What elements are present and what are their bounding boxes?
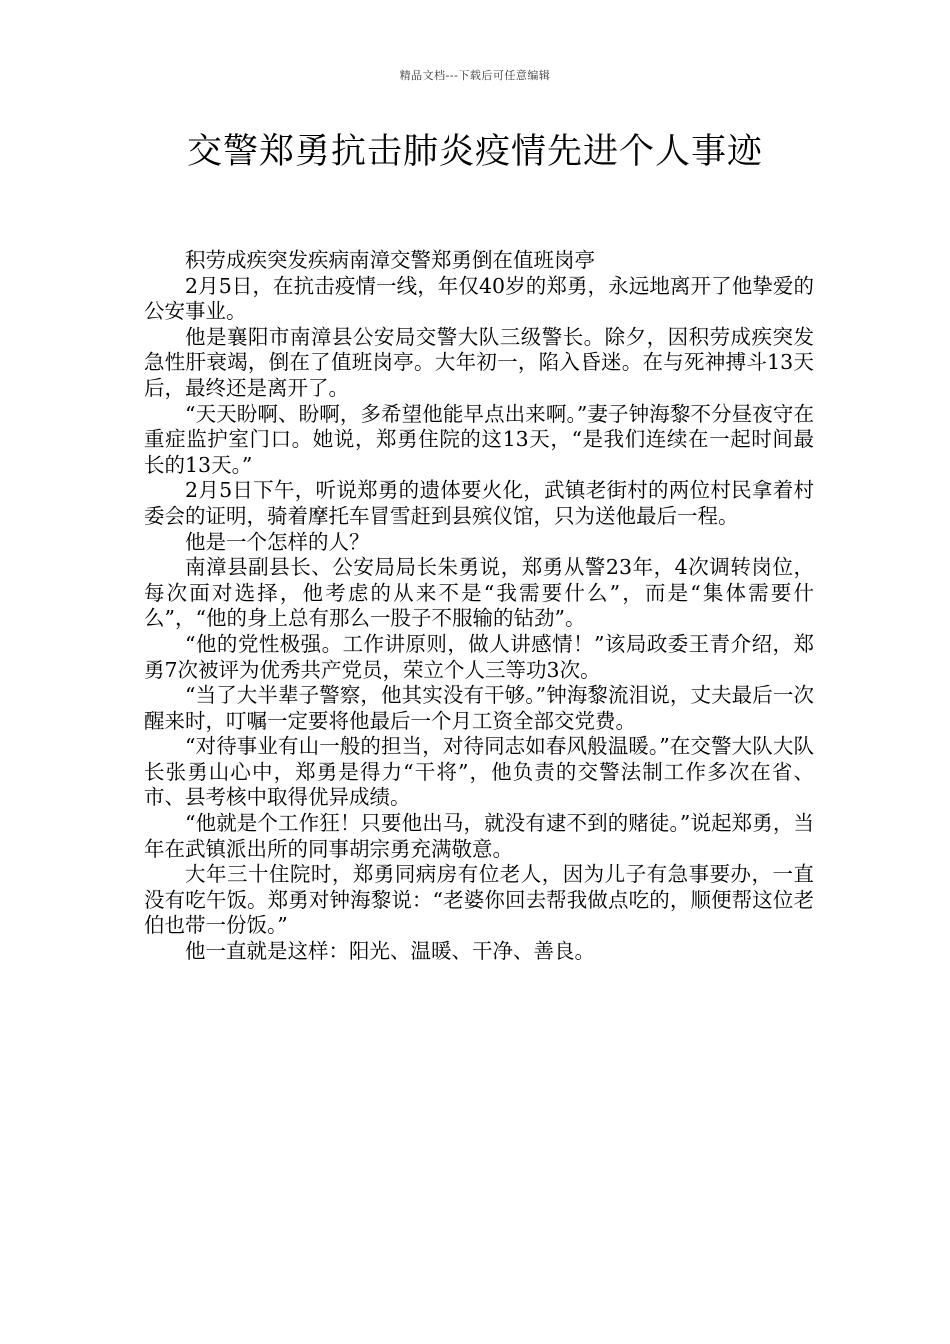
paragraph-6: 他是一个怎样的人？ bbox=[185, 529, 370, 554]
header-note: 精品文档---下载后可任意编辑 bbox=[399, 69, 551, 82]
paragraph-8: “他的党性极强。工作讲原则，做人讲感情！”该局政委王青介绍，郑勇7次被评为优秀共产党员，荣立个人三等功3次。 bbox=[144, 631, 814, 682]
paragraph-10: “对待事业有山一般的担当，对待同志如春风般温暖。”在交警大队大队长张勇山心中，郑勇是得力“干将”，他负责的交警法制工作多次在省、市、县考核中取得优异成绩。 bbox=[144, 734, 814, 810]
paragraph-9: “当了大半辈子警察，他其实没有干够。”钟海黎流泪说，丈夫最后一次醒来时，叮嘱一定要将他最后一个月工资全部交党费。 bbox=[144, 683, 814, 733]
paragraph-13: 他一直就是这样：阳光、温暖、干净、善良。 bbox=[185, 939, 595, 964]
paragraph-4: “天天盼啊、盼啊，多希望他能早点出来啊。”妻子钟海黎不分昼夜守在重症监护室门口。她说，郑勇住院的这13天，“是我们连续在一起时间最长的13天。” bbox=[144, 401, 814, 477]
article-body bbox=[144, 248, 814, 965]
document-title: 交警郑勇抗击肺炎疫情先进个人事迹 bbox=[186, 132, 763, 172]
paragraph-5: 2月5日下午，听说郑勇的遗体要火化，武镇老街村的两位村民拿着村委会的证明，骑着摩托车冒雪赶到县殡仪馆，只为送他最后一程。 bbox=[144, 478, 814, 528]
paragraph-12: 大年三十住院时，郑勇同病房有位老人，因为儿子有急事要办，一直没有吃午饭。郑勇对钟海黎说：“老婆你回去帮我做点吃的，顺便帮这位老伯也带一份饭。” bbox=[144, 862, 814, 938]
paragraph-7: 南漳县副县长、公安局局长朱勇说，郑勇从警23年，4次调转岗位，每次面对选择，他考虑的从来不是“我需要什么”，而是“集体需要什么”，“他的身上总有那么一股子不服输的钻劲”。 bbox=[144, 555, 814, 631]
paragraph-11: “他就是个工作狂！只要他出马，就没有逮不到的赌徒。”说起郑勇，当年在武镇派出所的同事胡宗勇充满敬意。 bbox=[144, 811, 814, 861]
paragraph-1: 积劳成疾突发疾病南漳交警郑勇倒在值班岗亭 bbox=[185, 248, 595, 272]
paragraph-2: 2月5日，在抗击疫情一线，年仅40岁的郑勇，永远地离开了他挚爱的公安事业。 bbox=[144, 273, 814, 324]
paragraph-3: 他是襄阳市南漳县公安局交警大队三级警长。除夕，因积劳成疾突发急性肝衰竭，倒在了值班岗亭。大年初一，陷入昏迷。在与死神搏斗13天后，最终还是离开了。 bbox=[144, 324, 814, 400]
